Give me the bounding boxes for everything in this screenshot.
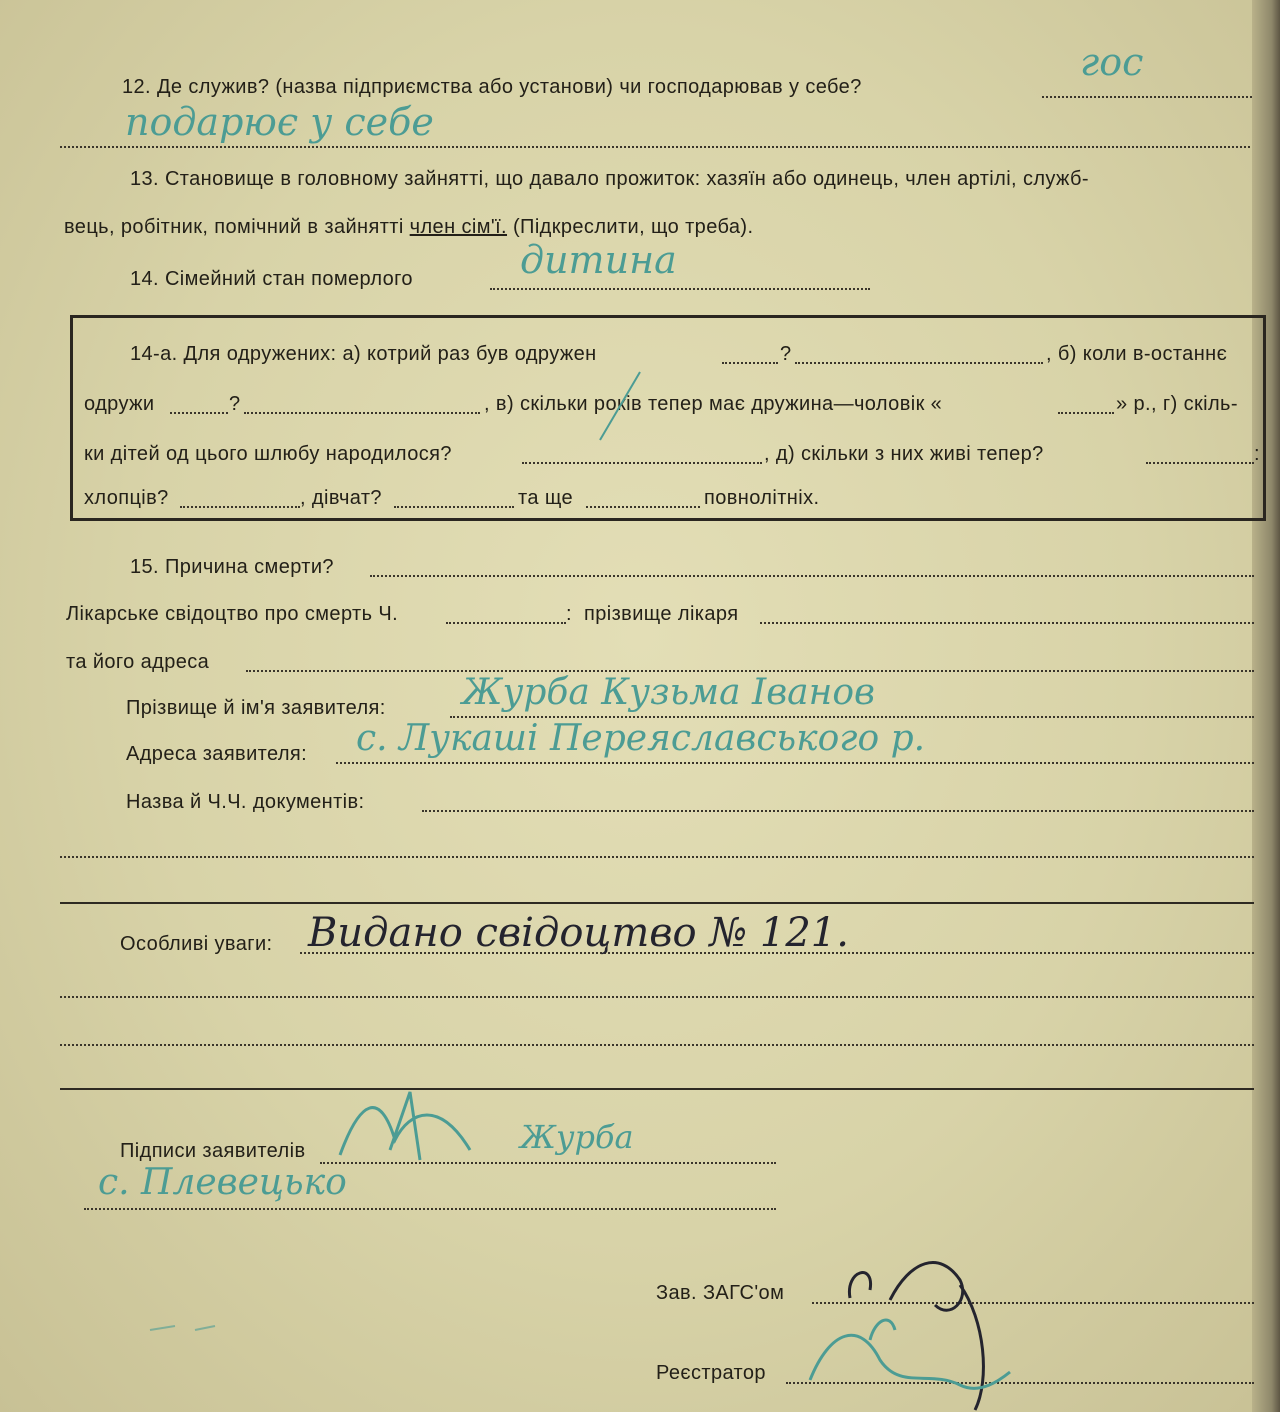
q14a-line3-text-b: , д) скільки з них живі тепер? [764, 443, 1044, 465]
signatures-label: Підписи заявителів [120, 1140, 306, 1162]
q14a-line2-dots-3 [1058, 412, 1114, 414]
q14a-line3-text-a: ки дітей од цього шлюбу народилося? [84, 443, 452, 465]
q15-label: 15. Причина смерти? [130, 556, 334, 578]
remarks-line-3 [60, 1044, 1254, 1046]
q14-label: 14. Сімейний стан померлого [130, 268, 413, 290]
doctor-name-label: прізвище лікаря [584, 603, 739, 625]
q14a-line4-dots-1 [180, 506, 300, 508]
q14a-line4-text-d: повнолітніх. [704, 487, 820, 509]
registrar-signature [810, 1320, 1010, 1388]
book-page-edge [1252, 0, 1280, 1412]
zags-head-signature [849, 1263, 983, 1410]
doctor-cert-colon: : [566, 603, 572, 625]
q13-instruction: (Підкреслити, що треба). [512, 216, 754, 238]
applicant-signature-scribble [340, 1092, 470, 1160]
signatures-line-1 [320, 1162, 776, 1164]
q14a-line1-dots-1 [722, 362, 778, 364]
q13-line-2 [64, 216, 753, 239]
remarks-line-2 [60, 996, 1254, 998]
q14a-line2-text-b: , в) скільки років тепер має дружина—чоловік « [484, 393, 943, 415]
q14a-line1-text-b: , б) коли в-останнє [1046, 343, 1228, 365]
doctor-name-line [760, 622, 1254, 624]
doctor-cert-label: Лікарське свідоцтво про смерть Ч. [66, 603, 399, 625]
q14a-line3-dots-1 [522, 462, 762, 464]
q14a-line4-text-a: хлопців? [84, 487, 169, 509]
documents-line-1 [422, 810, 1254, 812]
q14-answer: дитина [520, 238, 677, 282]
signature-applicant-2: с. Плевецько [98, 1162, 347, 1203]
q14a-line4-dots-3 [586, 506, 700, 508]
doctor-cert-number-line [446, 622, 566, 624]
remarks-label: Особливі уваги: [120, 933, 273, 955]
q14a-line1-dots-2 [795, 362, 1043, 364]
applicant-address-label: Адреса заявителя: [126, 743, 308, 765]
signature-applicant-1: Журба [520, 1118, 634, 1156]
q14a-line4-dots-2 [394, 506, 514, 508]
q12-fill-line-2 [60, 146, 1250, 148]
section-divider-1 [60, 902, 1254, 904]
q13-options: вець, робітник, помічний в зайнятті [64, 216, 404, 238]
applicant-address-value: с. Лукаші Переяславського р. [356, 718, 926, 759]
q14a-line1-text-a: 14-а. Для одружених: а) котрий раз був одружен [130, 343, 597, 365]
remarks-value: Видано свідоцтво № 121. [308, 910, 849, 956]
q14a-line1-qmark: ? [780, 343, 792, 365]
zags-head-line [812, 1302, 1254, 1304]
q14a-line4-text-c: та ще [518, 487, 573, 509]
documents-label: Назва й Ч.Ч. документів: [126, 791, 365, 813]
applicant-name-label: Прізвище й ім'я заявителя: [126, 697, 386, 719]
q14-fill-line [490, 288, 870, 290]
stray-ink-marks [150, 1326, 215, 1330]
q14a-line2-text-a: одружи [84, 393, 155, 415]
q15-fill-line [370, 575, 1254, 577]
q14a-line4-text-b: , дівчат? [300, 487, 382, 509]
q13-selected-option: член сім'ї. [409, 216, 508, 238]
registrar-line [786, 1382, 1254, 1384]
q12-answer-line-1: гос [1080, 40, 1144, 84]
applicant-name-value: Журба Кузьма Іванов [462, 672, 875, 713]
signatures-line-2 [84, 1208, 776, 1210]
q12-fill-line-1 [1042, 96, 1252, 98]
documents-line-2 [60, 856, 1254, 858]
q14a-line3-dots-2 [1146, 462, 1254, 464]
q14a-line2-dots-1 [170, 412, 228, 414]
q14a-line2-dots-2 [244, 412, 480, 414]
applicant-address-line [336, 762, 1254, 764]
q14a-line2-text-c: » р., г) скіль- [1116, 393, 1238, 415]
registrar-label: Реєстратор [656, 1362, 766, 1384]
q12-answer-line-2: подарює у себе [125, 100, 434, 144]
q13-line-1: 13. Становище в головному зайнятті, що давало прожиток: хазяїн або одинець, член артілі, служб- [130, 168, 1089, 190]
section-divider-2 [60, 1088, 1254, 1090]
doctor-address-label: та його адреса [66, 651, 210, 673]
zags-head-label: Зав. ЗАГС'ом [656, 1282, 785, 1304]
q14a-line3-colon: : [1254, 443, 1260, 465]
q12-label: 12. Де служив? (назва підприємства або установи) чи господарював у себе? [122, 76, 862, 98]
q14a-line2-qmark: ? [229, 393, 241, 415]
